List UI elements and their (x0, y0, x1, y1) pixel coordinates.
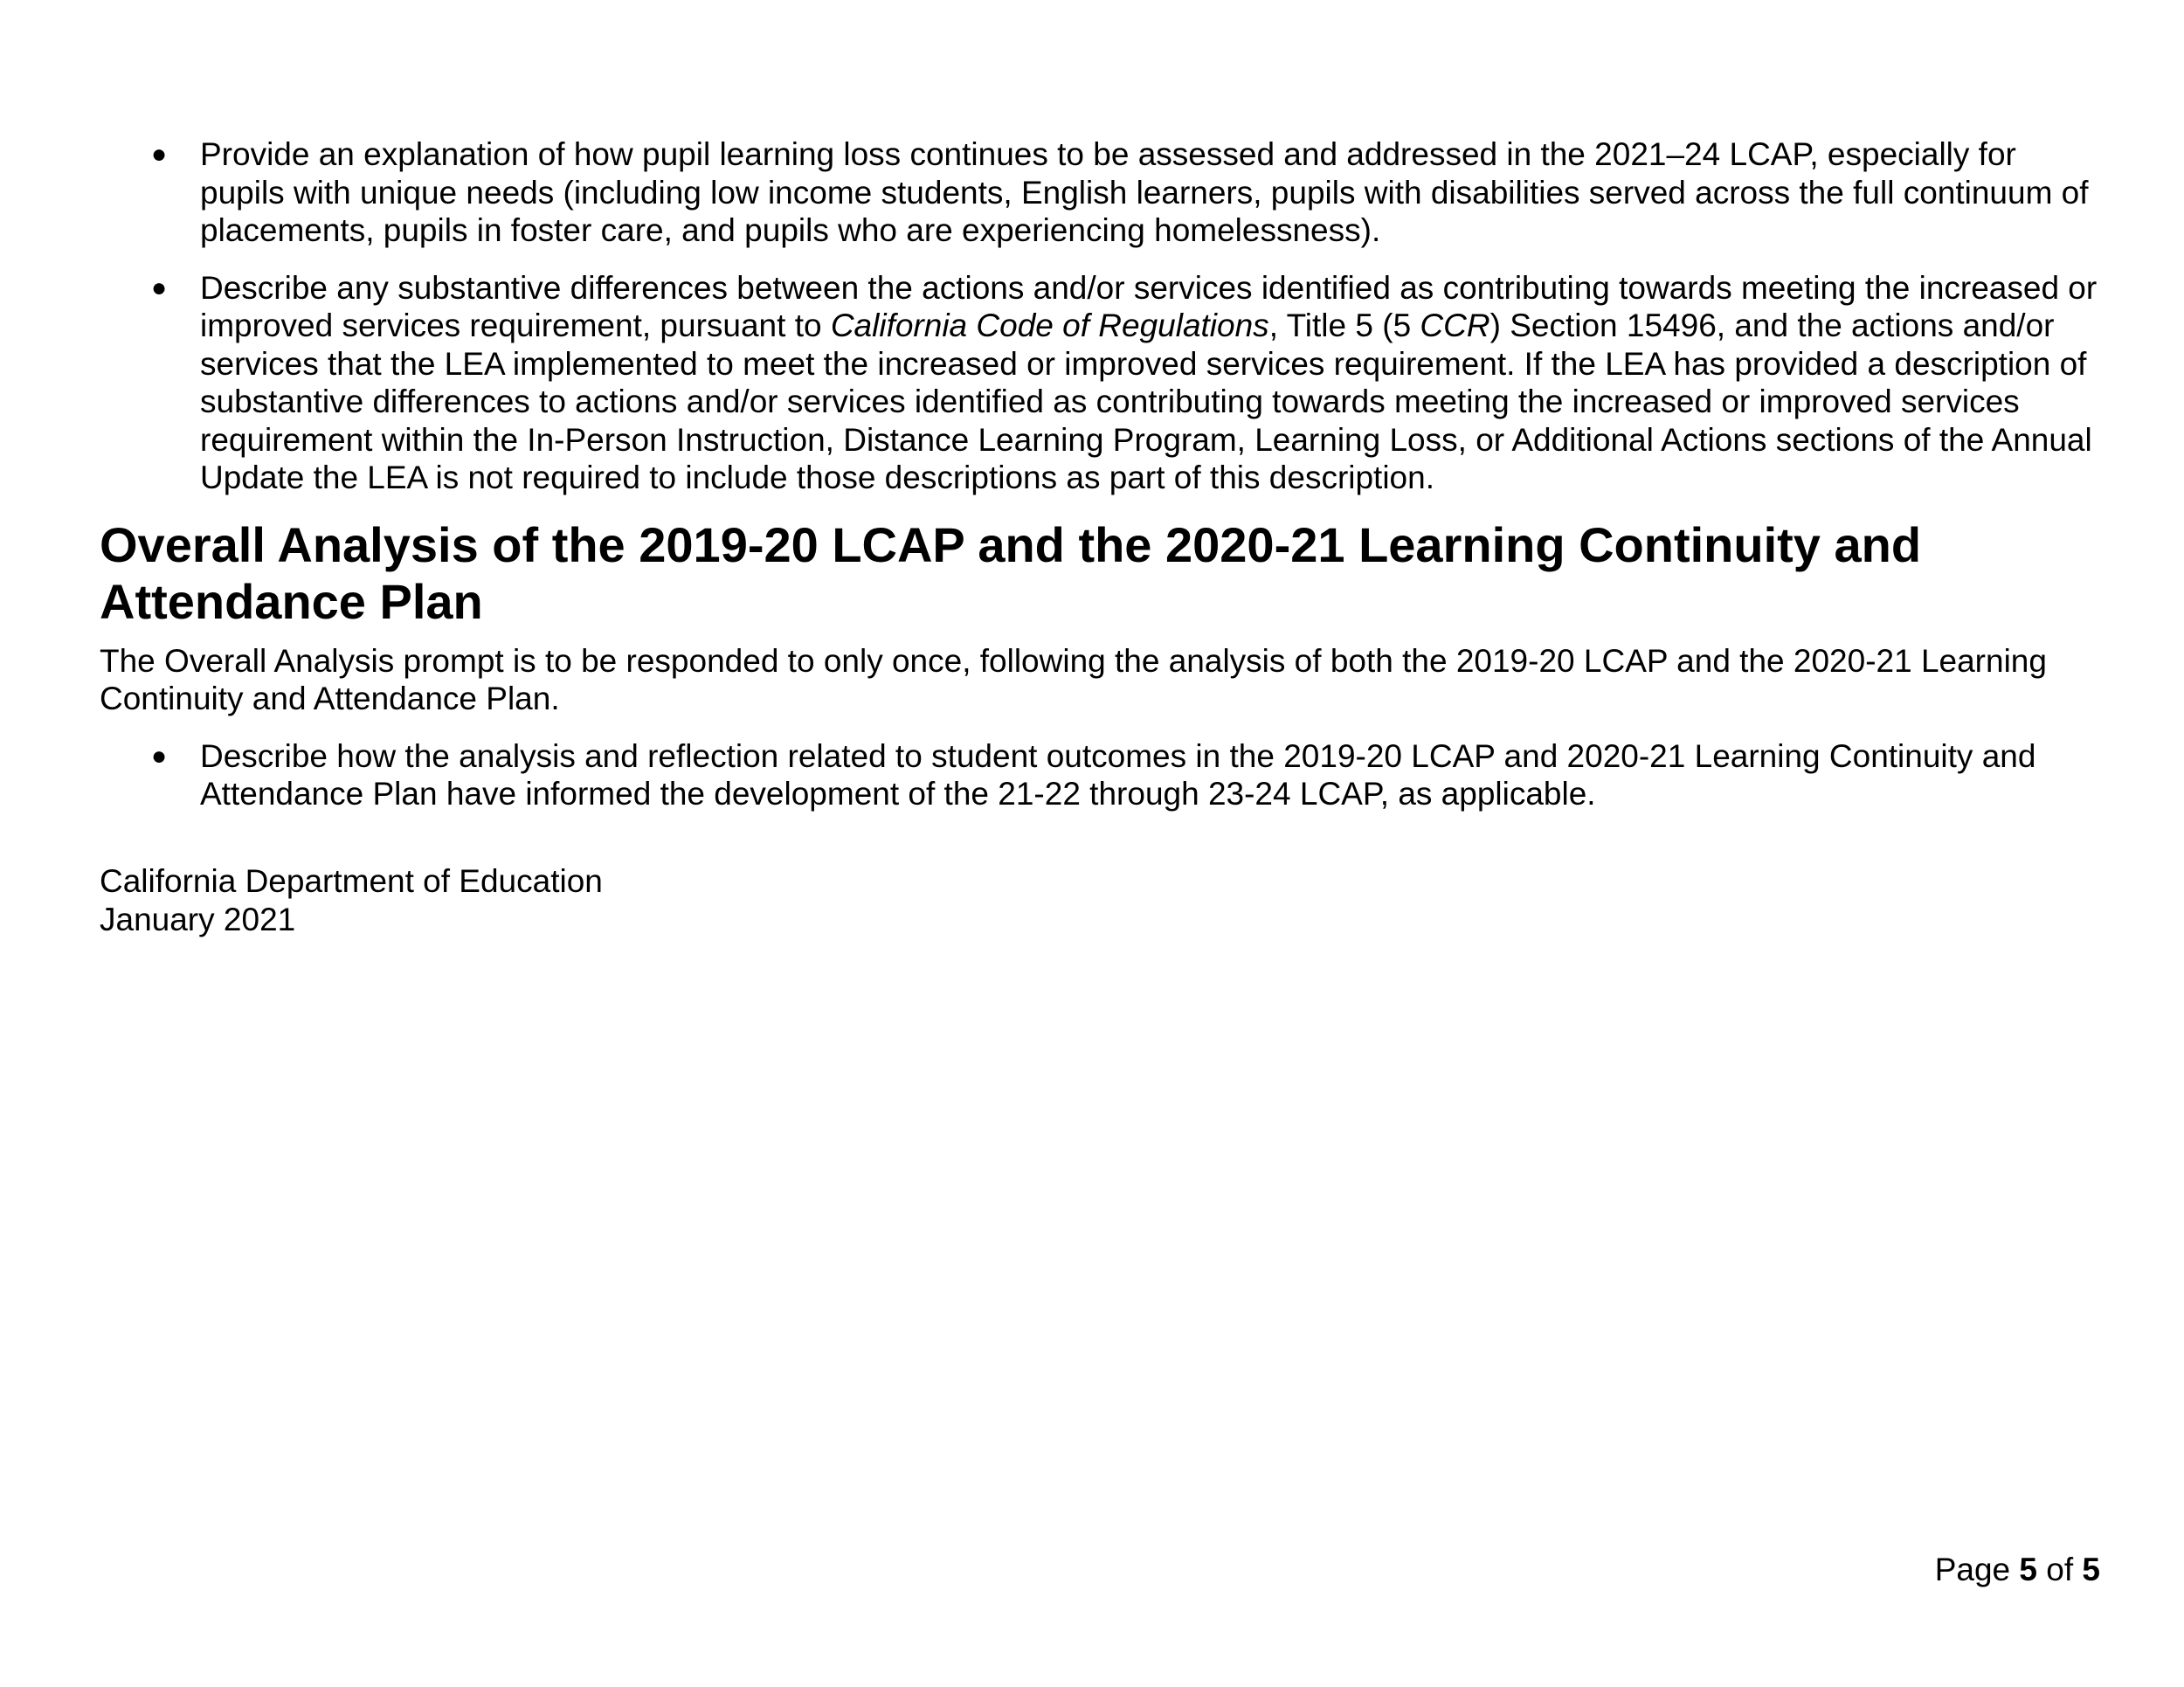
page-content (100, 135, 2100, 833)
section-intro: The Overall Analysis prompt is to be responded to only once, following the analysis of both the 2019-20 LCAP and the 2020-21 Learning Continuity and Attendance Plan. (100, 642, 2047, 716)
bullet-text-italic: CCR (1420, 308, 1490, 343)
bullet-item-learning-loss (100, 135, 2100, 250)
bullet-list-section (100, 737, 2100, 813)
bullet-item-analysis-reflection (100, 737, 2100, 813)
bullet-text-part: Describe any substantive differences between the actions and/or services identified as contributing towards meeting the increased or improved services requirement, pursuant to (200, 269, 2098, 343)
bullet-item-substantive-differences (100, 269, 2100, 497)
footer-organization: California Department of Education (100, 863, 603, 899)
page-number-separator: of (2046, 1552, 2074, 1587)
page-number-prefix: Page (1934, 1552, 2011, 1587)
page-number (1935, 1551, 2100, 1589)
section-heading: Overall Analysis of the 2019-20 LCAP and the 2020-21 Learning Continuity and Attendance Plan (100, 516, 1922, 629)
page-number-current: 5 (2019, 1552, 2037, 1587)
bullet-icon: ● (151, 140, 168, 169)
bullet-icon: ● (151, 741, 168, 771)
bullet-text-part: , Title 5 (5 (1268, 308, 1420, 343)
document-footer (100, 862, 603, 938)
bullet-text: Describe how the analysis and reflection related to student outcomes in the 2019-20 LCAP and 2020-21 Learning Continuity and Attendance Plan have informed the development of the 21-22 through 23-24 LCAP, as applicable. (200, 737, 2036, 812)
bullet-list-top (100, 135, 2100, 497)
bullet-icon: ● (151, 273, 168, 302)
bullet-text-part: ) Section 15496, and the actions and/or services that the LEA implemented to meet the increased or improved services requirement. If the LEA has provided a description of substantive differences to actions and/or services identified as contributing towards meeting the increased or improved services requirement within the In-Person Instruction, Distance Learning Program, Learning Loss, or Additional Actions sections of the Annual Update the LEA is not required to include those descriptions as part of this description. (200, 308, 2092, 495)
bullet-text: Provide an explanation of how pupil learning loss continues to be assessed and addressed in the 2021–24 LCAP, especially for pupils with unique needs (including low income students, English learners, pupils with disabilities served across the full continuum of placements, pupils in foster care, and pupils who are experiencing homelessness). (200, 136, 2089, 248)
bullet-text-italic: California Code of Regulations (830, 308, 1269, 343)
footer-date: January 2021 (100, 901, 296, 937)
page-number-total: 5 (2082, 1552, 2100, 1587)
